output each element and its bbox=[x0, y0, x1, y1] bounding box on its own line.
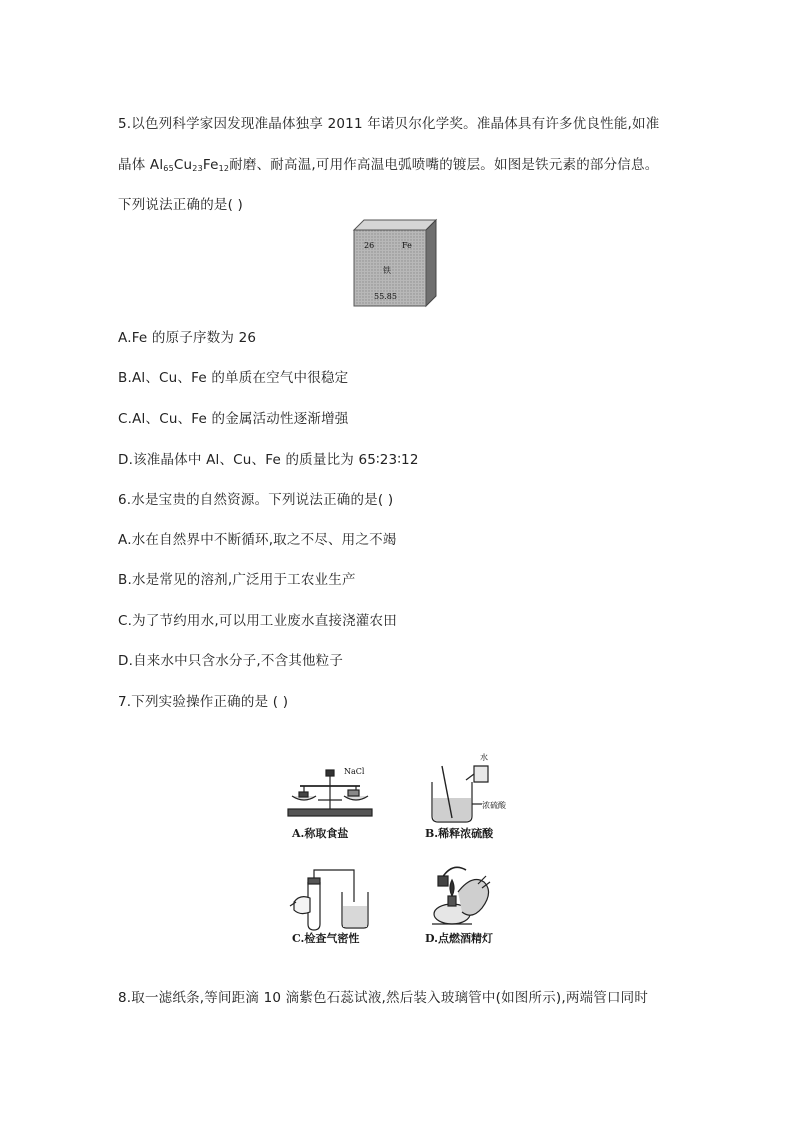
balance-illustration bbox=[288, 770, 372, 816]
card-mass: 55.85 bbox=[374, 292, 397, 301]
nacl-tag: NaCl bbox=[344, 767, 365, 776]
q6-option-c: C.为了节约用水,可以用工业废水直接浇灌农田 bbox=[118, 613, 397, 629]
card-side-face bbox=[426, 220, 436, 306]
card-name: 铁 bbox=[383, 266, 391, 275]
element-card-figure bbox=[350, 218, 440, 310]
q6-option-d: D.自来水中只含水分子,不含其他粒子 bbox=[118, 653, 344, 669]
figure-d-label: D.点燃酒精灯 bbox=[425, 932, 493, 945]
q5-option-b: B.Al、Cu、Fe 的单质在空气中很稳定 bbox=[118, 370, 349, 386]
q5-line3: 下列说法正确的是( ) bbox=[118, 197, 244, 213]
q5-line2-suffix: 耐磨、耐高温,可用作高温电弧喷嘴的镀层。如图是铁元素的部分信息。 bbox=[229, 157, 659, 173]
water-tag: 水 bbox=[480, 753, 488, 762]
card-symbol: Fe bbox=[402, 241, 412, 250]
q5-line2 bbox=[118, 155, 658, 179]
formula-fe-sub: 12 bbox=[218, 164, 230, 173]
formula-fe: Fe bbox=[202, 157, 219, 173]
card-atomic-number: 26 bbox=[364, 241, 375, 250]
figure-c-label: C.检查气密性 bbox=[292, 932, 360, 945]
lamp-illustration bbox=[432, 867, 490, 924]
dilution-illustration bbox=[432, 766, 488, 822]
q5-line2-prefix: 晶体 bbox=[118, 157, 150, 173]
formula-cu: Cu bbox=[173, 157, 193, 173]
formula-al: Al bbox=[149, 157, 164, 173]
q5-line1: 5.以色列科学家因发现准晶体独享 2011 年诺贝尔化学奖。准晶体具有许多优良性能,如准 bbox=[118, 116, 660, 132]
figure-a-label: A.称取食盐 bbox=[292, 827, 349, 840]
q5-option-a: A.Fe 的原子序数为 26 bbox=[118, 330, 257, 346]
q5-option-d: D.该准晶体中 Al、Cu、Fe 的质量比为 65∶23∶12 bbox=[118, 452, 419, 468]
q6-option-a: A.水在自然界中不断循环,取之不尽、用之不竭 bbox=[118, 532, 397, 548]
q8-stem: 8.取一滤纸条,等间距滴 10 滴紫色石蕊试液,然后装入玻璃管中(如图所示),两端管口同时 bbox=[118, 990, 649, 1006]
formula-cu-sub: 23 bbox=[192, 164, 203, 173]
q7-stem: 7.下列实验操作正确的是 ( ) bbox=[118, 694, 289, 710]
formula-al-sub: 65 bbox=[163, 164, 174, 173]
q6-option-b: B.水是常见的溶剂,广泛用于工农业生产 bbox=[118, 572, 356, 588]
figure-b-label: B.稀释浓硫酸 bbox=[425, 827, 494, 840]
experiment-figure bbox=[282, 752, 512, 957]
acid-tag: 浓硫酸 bbox=[482, 801, 506, 810]
card-top-face bbox=[354, 220, 436, 230]
q5-option-c: C.Al、Cu、Fe 的金属活动性逐渐增强 bbox=[118, 411, 349, 427]
q6-stem: 6.水是宝贵的自然资源。下列说法正确的是( ) bbox=[118, 492, 394, 508]
airtight-illustration bbox=[290, 870, 368, 930]
